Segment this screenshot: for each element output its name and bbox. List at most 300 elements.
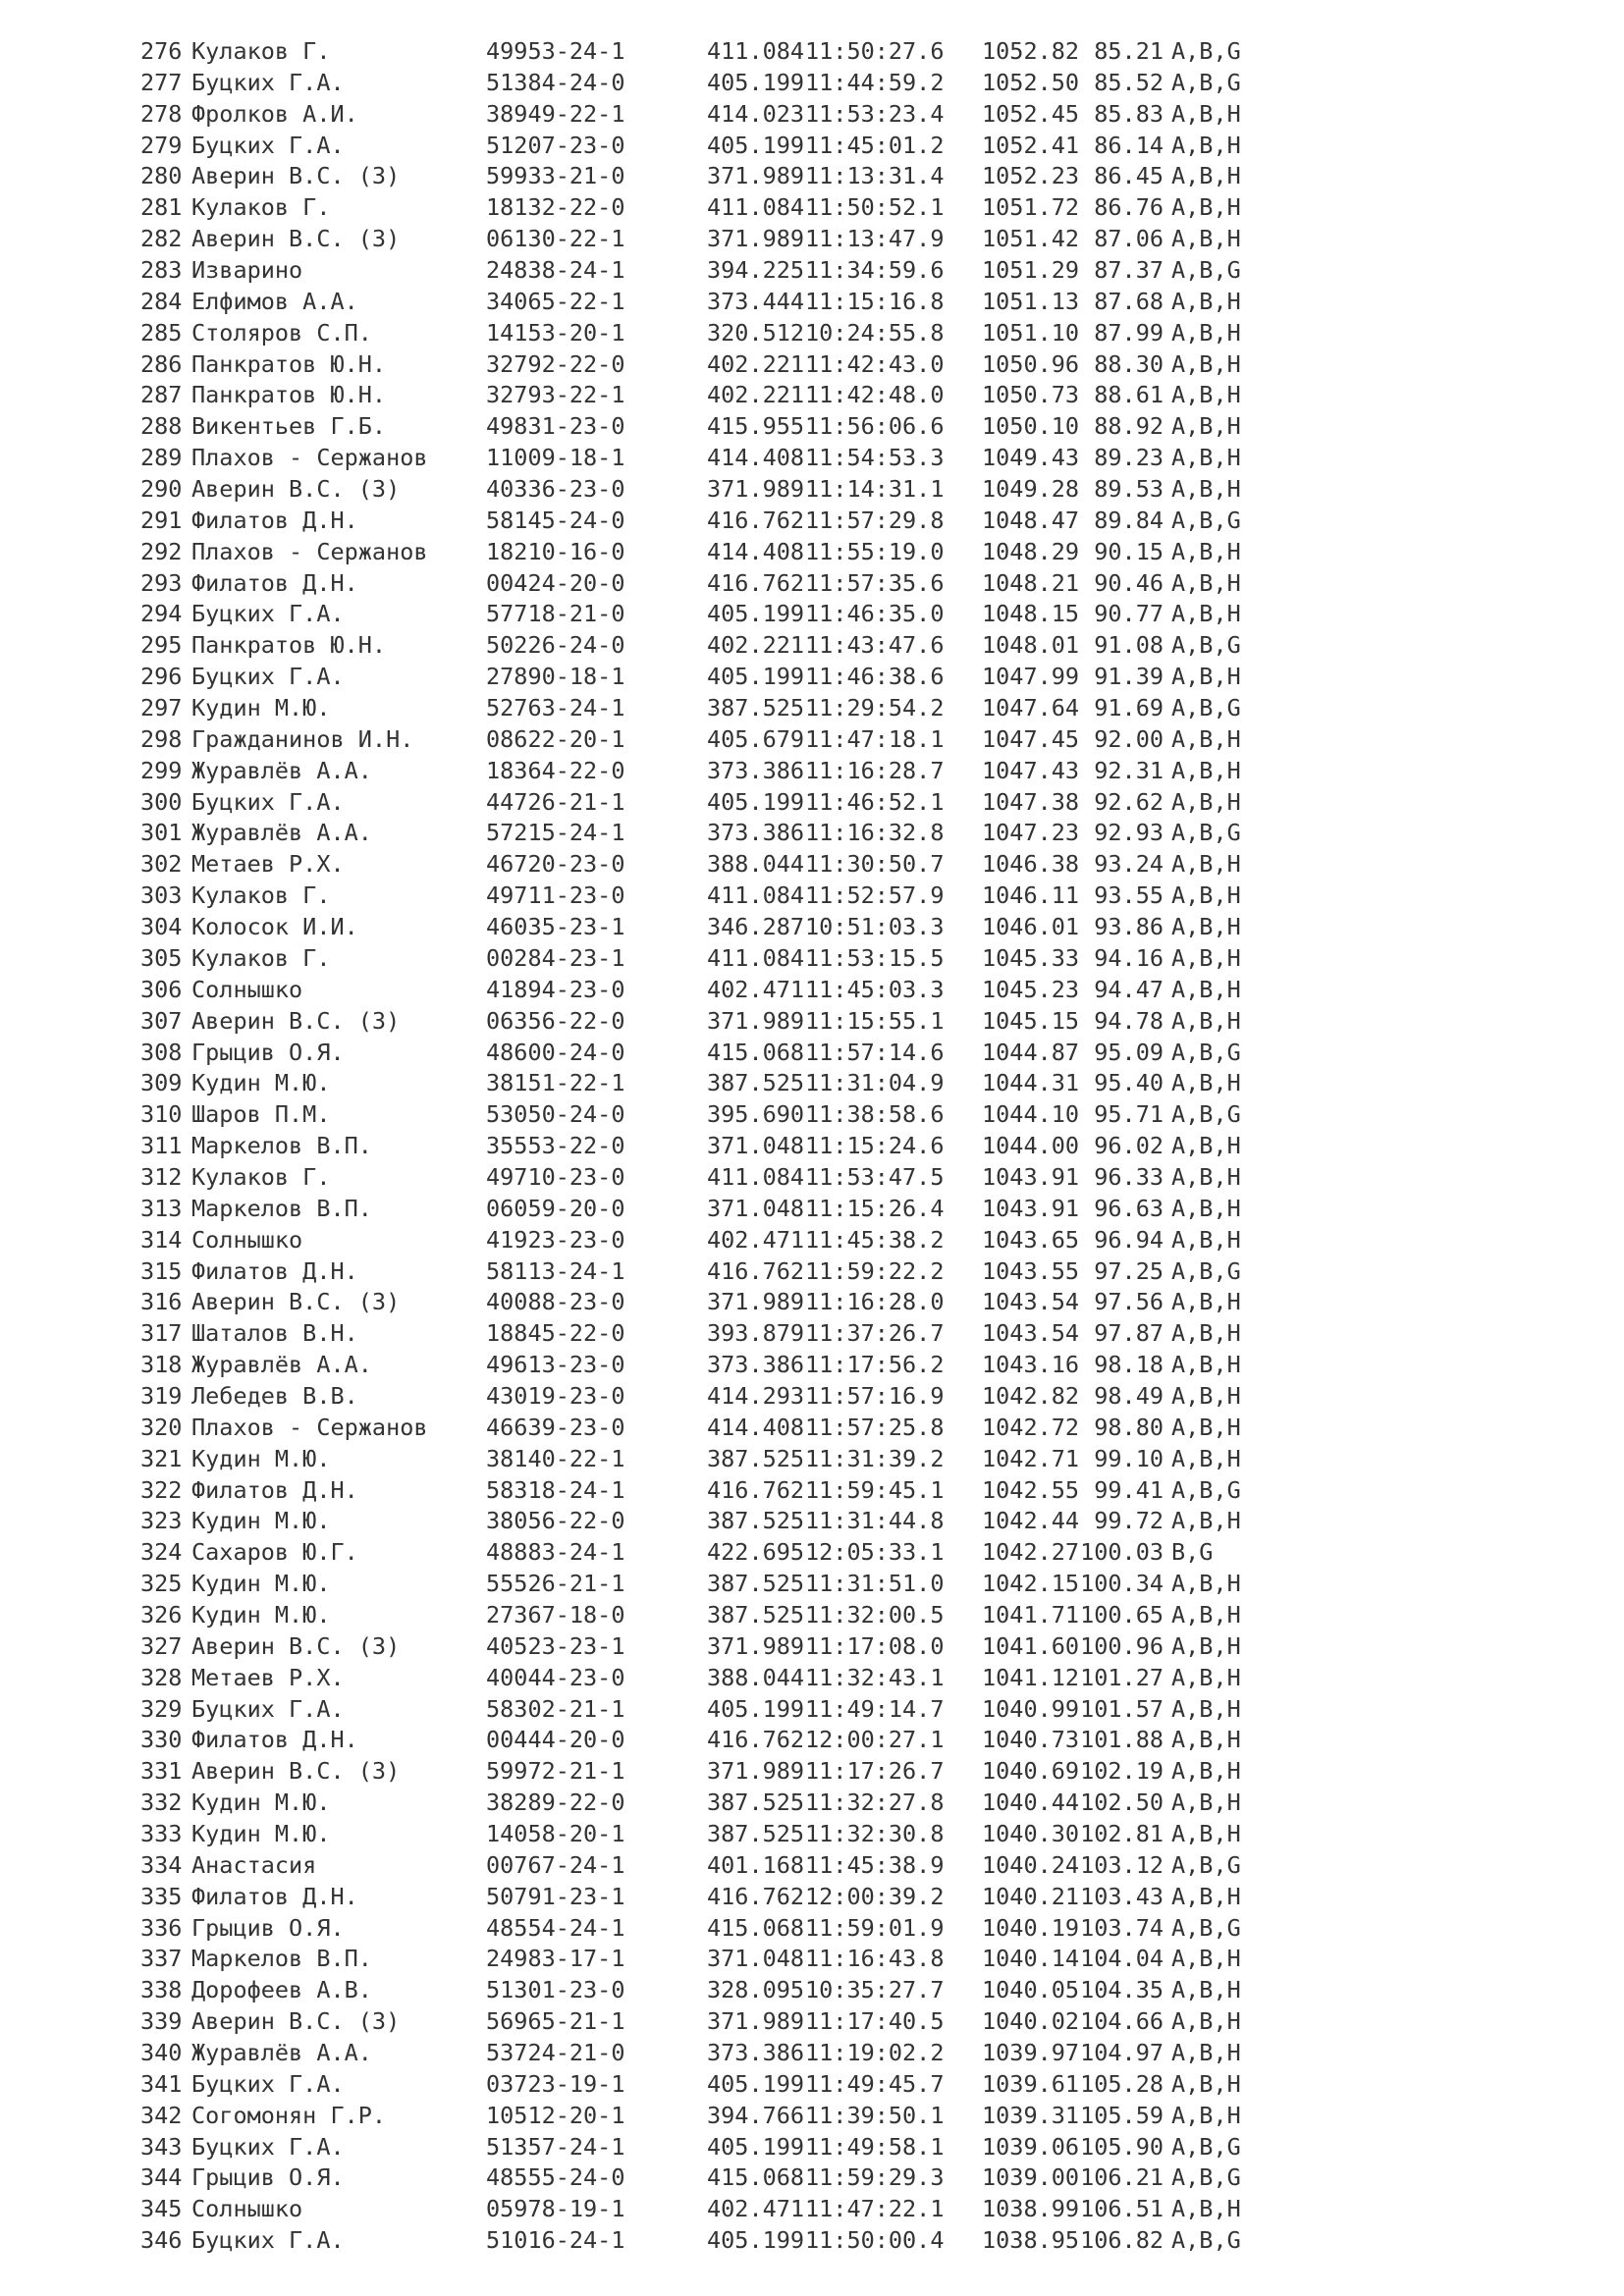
place-number: 318	[140, 1351, 183, 1379]
ring-number: 49831-23-0	[486, 412, 625, 441]
speed-value: 1049.43	[982, 444, 1080, 472]
place-number: 319	[140, 1381, 183, 1410]
fancier-name: Панкратов Ю.Н.	[191, 381, 387, 409]
category-flags: A,B,H	[1171, 1600, 1241, 1629]
result-row	[140, 1475, 1289, 1507]
arrival-time: 11:32:43.1	[805, 1663, 945, 1691]
arrival-time: 11:47:18.1	[805, 724, 945, 753]
distance-value: 416.762	[707, 506, 805, 534]
category-flags: A,B,H	[1171, 475, 1241, 504]
percent-value: 104.35	[1080, 1976, 1164, 2004]
percent-value: 86.45	[1094, 162, 1164, 190]
category-flags: A,B,H	[1171, 1819, 1241, 1847]
place-number: 295	[140, 631, 183, 660]
speed-value: 1043.54	[982, 1288, 1080, 1316]
result-row	[140, 1944, 1289, 1975]
fancier-name: Буцких Г.А.	[191, 663, 345, 691]
ring-number: 35553-22-0	[486, 1132, 625, 1160]
result-row	[140, 411, 1289, 443]
distance-value: 387.525	[707, 1819, 805, 1847]
place-number: 345	[140, 2195, 183, 2223]
distance-value: 402.471	[707, 2195, 805, 2223]
result-row	[140, 1068, 1289, 1099]
distance-value: 402.471	[707, 1225, 805, 1254]
arrival-time: 11:42:48.0	[805, 381, 945, 409]
fancier-name: Солнышко	[191, 1225, 303, 1254]
category-flags: A,B,H	[1171, 724, 1241, 753]
percent-value: 87.68	[1094, 287, 1164, 315]
distance-value: 388.044	[707, 850, 805, 879]
fancier-name: Аверин В.С. (З)	[191, 1757, 401, 1786]
category-flags: A,B,H	[1171, 1351, 1241, 1379]
distance-value: 422.695	[707, 1538, 805, 1567]
speed-value: 1048.29	[982, 537, 1080, 565]
arrival-time: 11:59:45.1	[805, 1475, 945, 1504]
fancier-name: Лебедев В.В.	[191, 1381, 358, 1410]
speed-value: 1040.30	[982, 1819, 1080, 1847]
percent-value: 102.81	[1080, 1819, 1164, 1847]
arrival-time: 11:17:56.2	[805, 1351, 945, 1379]
ring-number: 58113-24-1	[486, 1256, 625, 1285]
speed-value: 1040.73	[982, 1726, 1080, 1754]
arrival-time: 10:24:55.8	[805, 318, 945, 347]
place-number: 335	[140, 1882, 183, 1910]
ring-number: 00767-24-1	[486, 1850, 625, 1879]
category-flags: A,B,G	[1171, 2226, 1241, 2255]
place-number: 321	[140, 1444, 183, 1472]
speed-value: 1042.71	[982, 1444, 1080, 1472]
fancier-name: Сахаров Ю.Г.	[191, 1538, 358, 1567]
place-number: 303	[140, 881, 183, 910]
category-flags: A,B,H	[1171, 881, 1241, 910]
result-row	[140, 1413, 1289, 1444]
ring-number: 49953-24-1	[486, 37, 625, 65]
ring-number: 14058-20-1	[486, 1819, 625, 1847]
result-row	[140, 2132, 1289, 2163]
arrival-time: 11:16:32.8	[805, 819, 945, 847]
result-row	[140, 474, 1289, 506]
place-number: 311	[140, 1132, 183, 1160]
arrival-time: 11:59:01.9	[805, 1913, 945, 1942]
category-flags: A,B,H	[1171, 1694, 1241, 1723]
distance-value: 405.199	[707, 68, 805, 96]
distance-value: 371.989	[707, 1757, 805, 1786]
place-number: 277	[140, 68, 183, 96]
ring-number: 40044-23-0	[486, 1663, 625, 1691]
category-flags: A,B,G	[1171, 68, 1241, 96]
arrival-time: 11:32:30.8	[805, 1819, 945, 1847]
category-flags: A,B,H	[1171, 1444, 1241, 1472]
category-flags: A,B,H	[1171, 1570, 1241, 1598]
arrival-time: 11:16:43.8	[805, 1945, 945, 1973]
speed-value: 1040.19	[982, 1913, 1080, 1942]
ring-number: 08622-20-1	[486, 724, 625, 753]
fancier-name: Фролков А.И.	[191, 99, 358, 128]
speed-value: 1052.41	[982, 131, 1080, 159]
ring-number: 14153-20-1	[486, 318, 625, 347]
fancier-name: Журавлёв А.А.	[191, 2039, 372, 2066]
category-flags: A,B,H	[1171, 600, 1241, 628]
distance-value: 416.762	[707, 1256, 805, 1285]
distance-value: 405.199	[707, 663, 805, 691]
category-flags: A,B,H	[1171, 1507, 1241, 1535]
ring-number: 59972-21-1	[486, 1757, 625, 1786]
place-number: 308	[140, 1038, 183, 1066]
percent-value: 105.59	[1080, 2101, 1164, 2129]
ring-number: 53050-24-0	[486, 1100, 625, 1129]
result-row	[140, 693, 1289, 724]
ring-number: 51016-24-1	[486, 2226, 625, 2255]
fancier-name: Аверин В.С. (З)	[191, 1631, 401, 1660]
fancier-name: Плахов - Сержанов	[191, 1413, 428, 1441]
percent-value: 93.24	[1094, 850, 1164, 879]
speed-value: 1045.15	[982, 1006, 1080, 1035]
percent-value: 106.51	[1080, 2195, 1164, 2223]
distance-value: 395.690	[707, 1100, 805, 1129]
ring-number: 48555-24-0	[486, 2163, 625, 2192]
category-flags: A,B,H	[1171, 1413, 1241, 1441]
place-number: 342	[140, 2101, 183, 2129]
place-number: 289	[140, 444, 183, 472]
fancier-name: Буцких Г.А.	[191, 1694, 345, 1723]
fancier-name: Филатов Д.Н.	[191, 1882, 358, 1910]
result-row	[140, 1694, 1289, 1726]
fancier-name: Аверин В.С. (З)	[191, 1006, 401, 1035]
arrival-time: 11:57:29.8	[805, 506, 945, 534]
percent-value: 97.56	[1094, 1288, 1164, 1316]
ring-number: 06059-20-0	[486, 1194, 625, 1222]
arrival-time: 11:53:47.5	[805, 1162, 945, 1191]
percent-value: 102.19	[1080, 1757, 1164, 1786]
distance-value: 415.068	[707, 1038, 805, 1066]
percent-value: 97.25	[1094, 1256, 1164, 1285]
distance-value: 405.199	[707, 2226, 805, 2255]
fancier-name: Панкратов Ю.Н.	[191, 349, 387, 378]
percent-value: 104.04	[1080, 1945, 1164, 1973]
place-number: 336	[140, 1913, 183, 1942]
ring-number: 56965-21-1	[486, 2007, 625, 2036]
result-row	[140, 849, 1289, 881]
fancier-name: Грыцив О.Я.	[191, 2163, 345, 2192]
category-flags: A,B,G	[1171, 256, 1241, 285]
percent-value: 94.16	[1094, 943, 1164, 972]
ring-number: 57718-21-0	[486, 600, 625, 628]
ring-number: 51384-24-0	[486, 68, 625, 96]
category-flags: A,B,H	[1171, 850, 1241, 879]
result-row	[140, 912, 1289, 943]
speed-value: 1052.50	[982, 68, 1080, 96]
arrival-time: 12:00:27.1	[805, 1726, 945, 1754]
result-row	[140, 287, 1289, 318]
percent-value: 99.41	[1094, 1475, 1164, 1504]
percent-value: 85.52	[1094, 68, 1164, 96]
fancier-name: Плахов - Сержанов	[191, 537, 428, 565]
percent-value: 89.53	[1094, 475, 1164, 504]
place-number: 325	[140, 1570, 183, 1598]
percent-value: 86.76	[1094, 193, 1164, 222]
arrival-time: 11:52:57.9	[805, 881, 945, 910]
category-flags: A,B,H	[1171, 943, 1241, 972]
ring-number: 40088-23-0	[486, 1288, 625, 1316]
ring-number: 24838-24-1	[486, 256, 625, 285]
percent-value: 90.46	[1094, 568, 1164, 597]
category-flags: A,B,H	[1171, 756, 1241, 784]
distance-value: 405.199	[707, 1694, 805, 1723]
percent-value: 96.02	[1094, 1132, 1164, 1160]
arrival-time: 11:39:50.1	[805, 2101, 945, 2129]
fancier-name: Кулаков Г.	[191, 37, 331, 65]
percent-value: 93.86	[1094, 913, 1164, 941]
distance-value: 371.989	[707, 475, 805, 504]
result-row	[140, 1162, 1289, 1194]
distance-value: 371.048	[707, 1194, 805, 1222]
speed-value: 1039.97	[982, 2039, 1080, 2066]
category-flags: A,B,H	[1171, 2101, 1241, 2129]
percent-value: 104.66	[1080, 2007, 1164, 2036]
ring-number: 46720-23-0	[486, 850, 625, 879]
arrival-time: 11:46:35.0	[805, 600, 945, 628]
speed-value: 1040.21	[982, 1882, 1080, 1910]
place-number: 316	[140, 1288, 183, 1316]
fancier-name: Викентьев Г.Б.	[191, 412, 387, 441]
distance-value: 402.221	[707, 381, 805, 409]
percent-value: 96.63	[1094, 1194, 1164, 1222]
percent-value: 99.72	[1094, 1507, 1164, 1535]
ring-number: 59933-21-0	[486, 162, 625, 190]
arrival-time: 11:56:06.6	[805, 412, 945, 441]
distance-value: 411.084	[707, 193, 805, 222]
arrival-time: 11:55:19.0	[805, 537, 945, 565]
distance-value: 411.084	[707, 37, 805, 65]
result-row	[140, 99, 1289, 131]
speed-value: 1049.28	[982, 475, 1080, 504]
percent-value: 89.84	[1094, 506, 1164, 534]
category-flags: A,B,H	[1171, 1194, 1241, 1222]
speed-value: 1048.21	[982, 568, 1080, 597]
place-number: 290	[140, 475, 183, 504]
category-flags: A,B,H	[1171, 787, 1241, 816]
place-number: 278	[140, 99, 183, 128]
speed-value: 1047.99	[982, 663, 1080, 691]
place-number: 298	[140, 724, 183, 753]
result-row	[140, 1287, 1289, 1318]
category-flags: A,B,H	[1171, 1132, 1241, 1160]
category-flags: A,B,H	[1171, 1006, 1241, 1035]
category-flags: A,B,H	[1171, 193, 1241, 222]
result-row	[140, 1350, 1289, 1381]
ring-number: 52763-24-1	[486, 694, 625, 722]
distance-value: 405.199	[707, 787, 805, 816]
result-row	[140, 68, 1289, 99]
distance-value: 411.084	[707, 881, 805, 910]
arrival-time: 11:15:55.1	[805, 1006, 945, 1035]
distance-value: 346.287	[707, 913, 805, 941]
category-flags: A,B,H	[1171, 287, 1241, 315]
fancier-name: Грыцив О.Я.	[191, 1038, 345, 1066]
place-number: 338	[140, 1976, 183, 2004]
percent-value: 100.03	[1080, 1538, 1164, 1567]
result-row	[140, 506, 1289, 537]
category-flags: A,B,H	[1171, 1381, 1241, 1410]
percent-value: 99.10	[1094, 1444, 1164, 1472]
category-flags: A,B,G	[1171, 1475, 1241, 1504]
ring-number: 03723-19-1	[486, 2069, 625, 2098]
arrival-time: 11:31:51.0	[805, 1570, 945, 1598]
result-row	[140, 1756, 1289, 1788]
fancier-name: Солнышко	[191, 2195, 303, 2223]
speed-value: 1048.01	[982, 631, 1080, 660]
place-number: 344	[140, 2163, 183, 2192]
ring-number: 18364-22-0	[486, 756, 625, 784]
fancier-name: Кудин М.Ю.	[191, 1069, 331, 1097]
distance-value: 416.762	[707, 568, 805, 597]
category-flags: A,B,H	[1171, 1319, 1241, 1348]
category-flags: A,B,H	[1171, 568, 1241, 597]
arrival-time: 11:57:25.8	[805, 1413, 945, 1441]
arrival-time: 11:44:59.2	[805, 68, 945, 96]
result-row	[140, 662, 1289, 693]
result-row	[140, 2038, 1289, 2069]
place-number: 281	[140, 193, 183, 222]
result-row	[140, 380, 1289, 411]
place-number: 299	[140, 756, 183, 784]
place-number: 294	[140, 600, 183, 628]
place-number: 339	[140, 2007, 183, 2036]
ring-number: 18845-22-0	[486, 1319, 625, 1348]
category-flags: A,B,H	[1171, 2195, 1241, 2223]
ring-number: 55526-21-1	[486, 1570, 625, 1598]
distance-value: 405.199	[707, 600, 805, 628]
speed-value: 1051.42	[982, 225, 1080, 253]
category-flags: A,B,H	[1171, 1945, 1241, 1973]
speed-value: 1052.82	[982, 37, 1080, 65]
result-row	[140, 1099, 1289, 1131]
place-number: 337	[140, 1945, 183, 1973]
place-number: 330	[140, 1726, 183, 1754]
arrival-time: 11:32:27.8	[805, 1789, 945, 1817]
arrival-time: 11:46:52.1	[805, 787, 945, 816]
arrival-time: 10:35:27.7	[805, 1976, 945, 2004]
place-number: 292	[140, 537, 183, 565]
percent-value: 86.14	[1094, 131, 1164, 159]
distance-value: 320.512	[707, 318, 805, 347]
arrival-time: 11:46:38.6	[805, 663, 945, 691]
speed-value: 1043.16	[982, 1351, 1080, 1379]
category-flags: A,B,H	[1171, 2007, 1241, 2036]
fancier-name: Кудин М.Ю.	[191, 1600, 331, 1629]
distance-value: 387.525	[707, 1444, 805, 1472]
ring-number: 44726-21-1	[486, 787, 625, 816]
speed-value: 1043.54	[982, 1319, 1080, 1348]
arrival-time: 11:17:40.5	[805, 2007, 945, 2036]
distance-value: 405.199	[707, 131, 805, 159]
percent-value: 106.21	[1080, 2163, 1164, 2192]
distance-value: 371.048	[707, 1945, 805, 1973]
percent-value: 95.40	[1094, 1069, 1164, 1097]
percent-value: 93.55	[1094, 881, 1164, 910]
fancier-name: Филатов Д.Н.	[191, 1475, 358, 1504]
place-number: 284	[140, 287, 183, 315]
result-row	[140, 1600, 1289, 1631]
results-list	[140, 36, 1289, 2257]
ring-number: 38140-22-1	[486, 1444, 625, 1472]
result-row	[140, 2163, 1289, 2194]
percent-value: 91.69	[1094, 694, 1164, 722]
result-row	[140, 1381, 1289, 1413]
fancier-name: Кудин М.Ю.	[191, 1507, 331, 1535]
arrival-time: 11:34:59.6	[805, 256, 945, 285]
ring-number: 46035-23-1	[486, 913, 625, 941]
place-number: 341	[140, 2069, 183, 2098]
fancier-name: Метаев Р.Х.	[191, 850, 345, 879]
ring-number: 18132-22-0	[486, 193, 625, 222]
speed-value: 1051.10	[982, 318, 1080, 347]
category-flags: A,B,H	[1171, 1225, 1241, 1254]
place-number: 288	[140, 412, 183, 441]
place-number: 283	[140, 256, 183, 285]
fancier-name: Аверин В.С. (З)	[191, 1288, 401, 1316]
category-flags: A,B,G	[1171, 1850, 1241, 1879]
ring-number: 51357-24-1	[486, 2132, 625, 2161]
speed-value: 1038.95	[982, 2226, 1080, 2255]
percent-value: 92.31	[1094, 756, 1164, 784]
arrival-time: 11:45:38.9	[805, 1850, 945, 1879]
arrival-time: 11:13:31.4	[805, 162, 945, 190]
fancier-name: Столяров С.П.	[191, 318, 372, 347]
fancier-name: Маркелов В.П.	[191, 1194, 372, 1222]
speed-value: 1047.64	[982, 694, 1080, 722]
place-number: 312	[140, 1162, 183, 1191]
arrival-time: 11:19:02.2	[805, 2039, 945, 2066]
arrival-time: 11:29:54.2	[805, 694, 945, 722]
ring-number: 50791-23-1	[486, 1882, 625, 1910]
place-number: 322	[140, 1475, 183, 1504]
speed-value: 1048.47	[982, 506, 1080, 534]
result-row	[140, 443, 1289, 474]
fancier-name: Согомонян Г.Р.	[191, 2101, 387, 2129]
speed-value: 1042.44	[982, 1507, 1080, 1535]
result-row	[140, 1882, 1289, 1913]
arrival-time: 11:43:47.6	[805, 631, 945, 660]
fancier-name: Маркелов В.П.	[191, 1132, 372, 1160]
result-row	[140, 1537, 1289, 1569]
fancier-name: Кулаков Г.	[191, 1162, 331, 1191]
fancier-name: Филатов Д.Н.	[191, 568, 358, 597]
place-number: 309	[140, 1069, 183, 1097]
result-row	[140, 1631, 1289, 1663]
result-row	[140, 724, 1289, 756]
percent-value: 100.65	[1080, 1600, 1164, 1629]
arrival-time: 11:59:22.2	[805, 1256, 945, 1285]
result-row	[140, 161, 1289, 192]
fancier-name: Метаев Р.Х.	[191, 1663, 345, 1691]
place-number: 287	[140, 381, 183, 409]
distance-value: 371.989	[707, 162, 805, 190]
speed-value: 1044.10	[982, 1100, 1080, 1129]
speed-value: 1039.31	[982, 2101, 1080, 2129]
result-row	[140, 568, 1289, 600]
speed-value: 1052.23	[982, 162, 1080, 190]
distance-value: 371.989	[707, 1288, 805, 1316]
speed-value: 1050.10	[982, 412, 1080, 441]
result-row	[140, 787, 1289, 819]
speed-value: 1051.13	[982, 287, 1080, 315]
place-number: 343	[140, 2132, 183, 2161]
ring-number: 00284-23-1	[486, 943, 625, 972]
fancier-name: Колосок И.И.	[191, 913, 358, 941]
speed-value: 1040.14	[982, 1945, 1080, 1973]
ring-number: 27367-18-0	[486, 1600, 625, 1629]
